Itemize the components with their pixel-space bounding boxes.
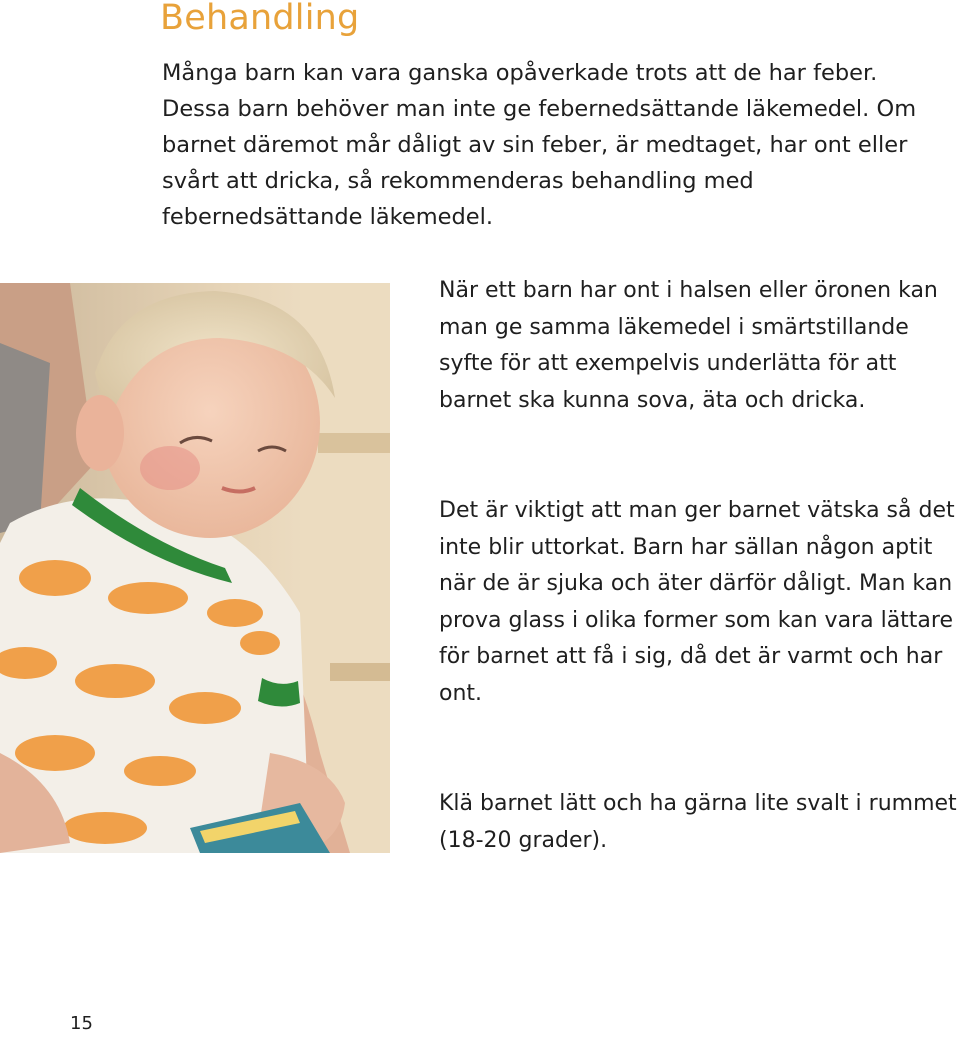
page-heading: Behandling — [160, 0, 360, 38]
intro-paragraph: Många barn kan vara ganska opåverkade trots att de har feber. Dessa barn behöver man inte ge febernedsättande läkemedel. Om barnet däremot mår dåligt av sin feber, är medtaget, har ont eller svårt att dricka, så rekommenderas behandling med febernedsättande läkemedel. — [162, 60, 917, 230]
paragraph-fluids: Det är viktigt att man ger barnet vätska så det inte blir uttorkat. Barn har sällan någon aptit när de är sjuka och äter därför dåligt. Man kan prova glass i olika former som kan vara lättare för barnet att få i sig, då det är varmt och har ont. — [439, 498, 955, 706]
photo-child-with-book — [0, 283, 390, 853]
page-number: 15 — [70, 1013, 93, 1034]
paragraph-clothing: Klä barnet lätt och ha gärna lite svalt i rummet (18-20 grader). — [439, 791, 957, 853]
paragraph-pain-relief: När ett barn har ont i halsen eller öronen kan man ge samma läkemedel i smärtstillande syfte för att exempelvis underlätta för att barnet ska kunna sova, äta och dricka. — [439, 278, 938, 413]
